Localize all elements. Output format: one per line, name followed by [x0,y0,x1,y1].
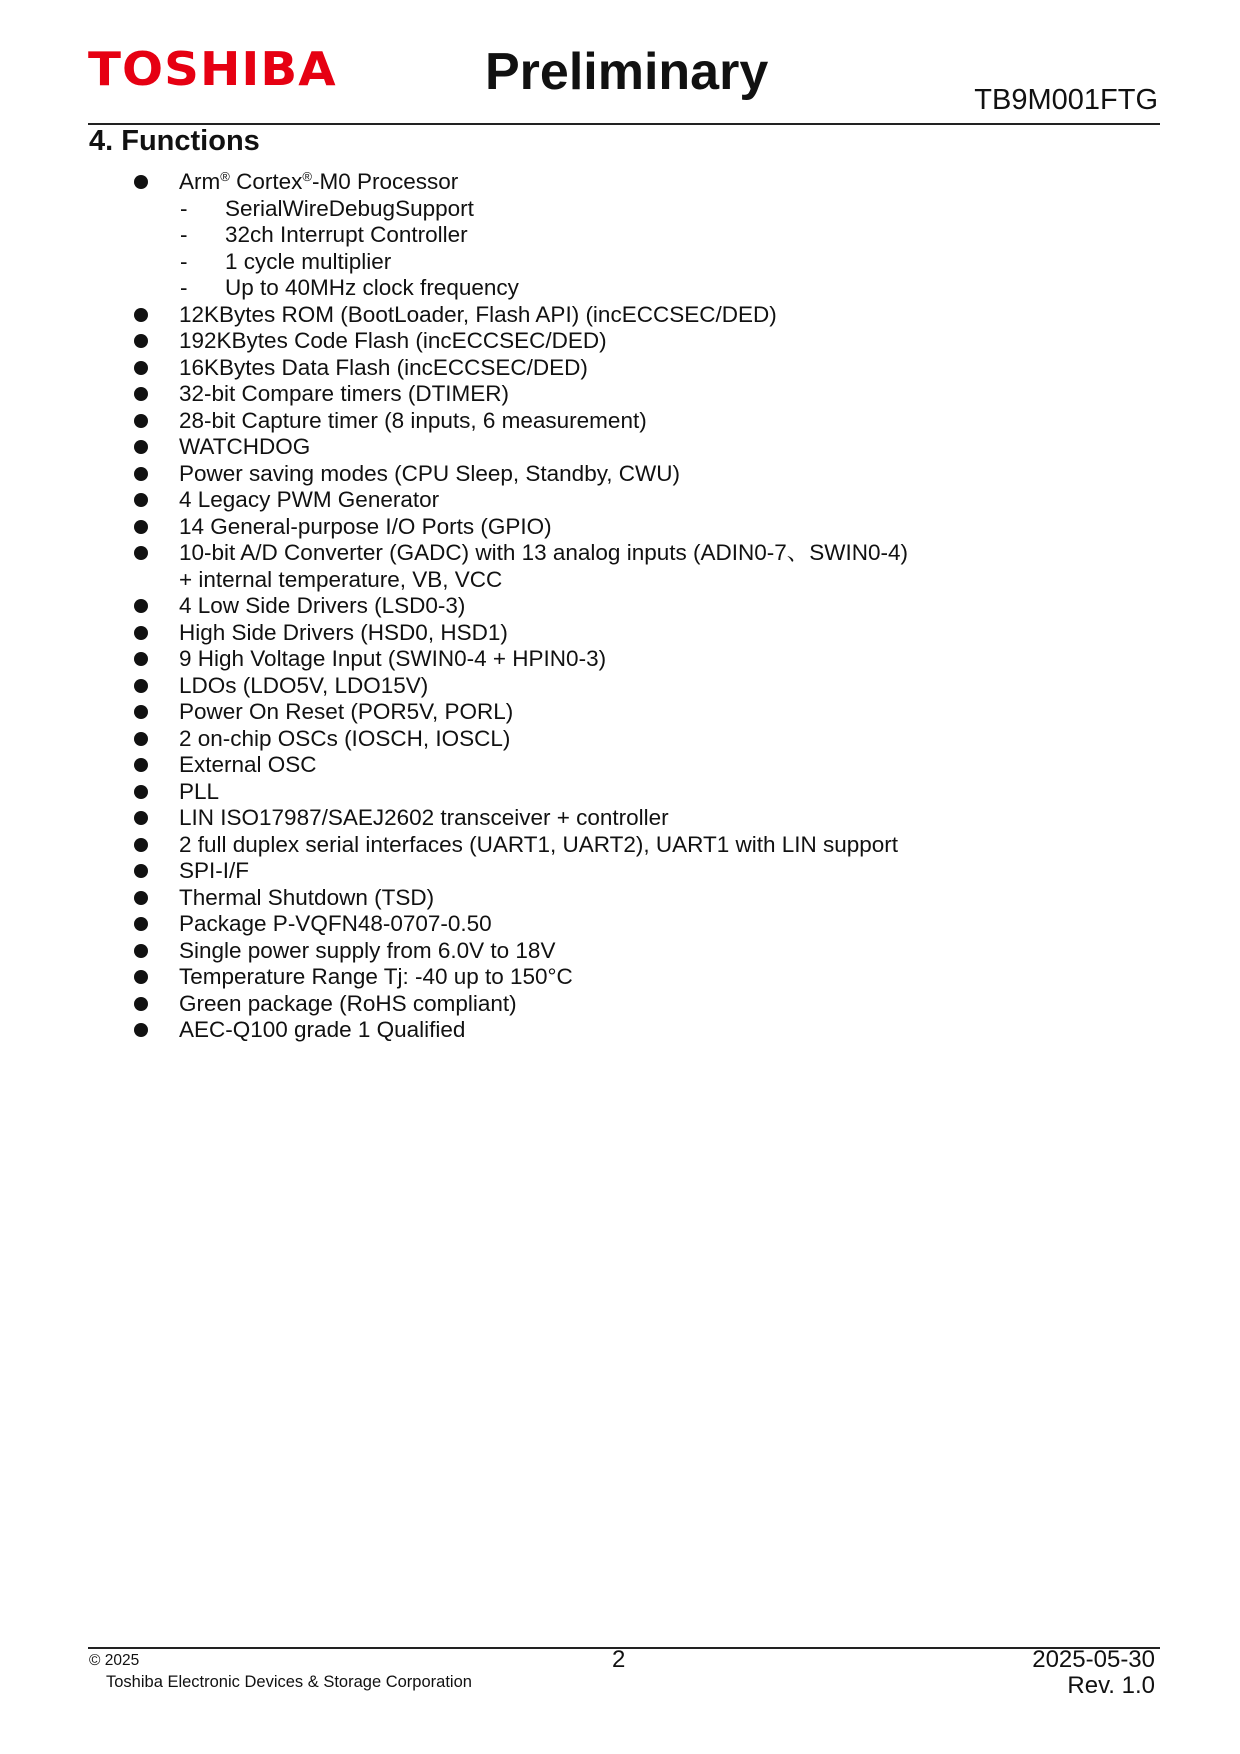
feature-item [0,328,1240,355]
feature-text-continued: + internal temperature, VB, VCC [179,566,503,592]
feature-item [0,646,1240,673]
feature-item [0,381,1240,408]
feature-text: Thermal Shutdown (TSD) [179,884,435,910]
feature-item [0,885,1240,912]
feature-text: Temperature Range Tj: -40 up to 150°C [179,964,573,989]
registered-mark: ® [220,169,230,184]
feature-text: LDOs (LDO5V, LDO15V) [179,672,429,698]
bullet-icon [134,864,148,878]
bullet-icon [134,970,148,984]
dash-marker: - [180,248,188,274]
dash-marker: - [180,195,188,221]
feature-item [0,593,1240,620]
sub-item-text: 32ch Interrupt Controller [225,222,468,247]
sub-item [0,196,1240,223]
bullet-icon [134,891,148,905]
feature-text: 14 General-purpose I/O Ports (GPIO) [179,513,552,539]
feature-item [0,858,1240,885]
feature-text: 2 full duplex serial interfaces (UART1, UART2), UART1 with LIN support [179,831,899,857]
processor-text: -M0 Processor [311,169,459,194]
feature-text: 28-bit Capture timer (8 inputs, 6 measurement) [179,407,647,433]
feature-text [0,169,1240,196]
bullet-icon [134,599,148,613]
revision-number: Rev. 1.0 [1067,1672,1155,1699]
sub-item [0,275,1240,302]
feature-item [0,355,1240,382]
feature-text: AEC-Q100 grade 1 Qualified [179,1017,466,1042]
bullet-icon [134,997,148,1011]
feature-item [0,752,1240,779]
toshiba-logo: TOSHIBA [88,42,337,96]
bullet-icon [134,175,148,189]
feature-text: 16KBytes Data Flash (incECCSEC/DED) [179,354,588,380]
bullet-icon [134,387,148,401]
feature-item [0,540,1240,593]
feature-text: Green package (RoHS compliant) [179,990,517,1016]
feature-text: Package P-VQFN48-0707-0.50 [179,911,492,936]
bullet-icon [134,785,148,799]
processor-sub-list [0,196,1240,302]
feature-item [0,461,1240,488]
bullet-icon [134,732,148,746]
feature-item [0,699,1240,726]
feature-item [0,991,1240,1018]
feature-item [0,964,1240,991]
feature-item [0,1017,1240,1044]
feature-item [0,487,1240,514]
feature-text: 4 Low Side Drivers (LSD0-3) [179,593,466,618]
feature-item [0,938,1240,965]
feature-list [0,169,1240,1044]
sub-item-text: 1 cycle multiplier [225,248,392,274]
feature-item-processor [0,169,1240,302]
bullet-icon [134,467,148,481]
bullet-icon [134,758,148,772]
company-name: Toshiba Electronic Devices & Storage Corporation [106,1673,472,1691]
arm-text: Arm [179,169,221,194]
bullet-icon [134,308,148,322]
feature-item [0,434,1240,461]
bullet-icon [134,652,148,666]
bullet-icon [134,361,148,375]
feature-text: WATCHDOG [179,434,311,459]
sub-item [0,222,1240,249]
bullet-icon [134,705,148,719]
feature-text: 10-bit A/D Converter (GADC) with 13 analog inputs (ADIN0-7、SWIN0-4) [179,540,909,565]
feature-text: Power saving modes (CPU Sleep, Standby, CWU) [179,460,681,486]
registered-mark: ® [302,169,312,184]
bullet-icon [134,679,148,693]
bullet-icon [134,334,148,348]
feature-text: High Side Drivers (HSD0, HSD1) [179,619,508,645]
feature-text: 2 on-chip OSCs (IOSCH, IOSCL) [179,725,511,751]
bullet-icon [134,811,148,825]
bullet-icon [134,944,148,958]
feature-text: LIN ISO17987/SAEJ2602 transceiver + controller [179,805,669,830]
sub-item-text: Up to 40MHz clock frequency [225,275,519,300]
feature-item [0,779,1240,806]
bullet-icon [134,414,148,428]
feature-item [0,832,1240,859]
page-header [88,40,1160,124]
feature-text: 4 Legacy PWM Generator [179,487,440,512]
section-title: 4. Functions [89,125,260,157]
feature-text: Single power supply from 6.0V to 18V [179,937,556,963]
feature-item [0,620,1240,647]
feature-text: External OSC [179,752,317,777]
part-number: TB9M001FTG [974,84,1158,116]
revision-date: 2025-05-30 [1032,1646,1155,1673]
feature-item [0,911,1240,938]
feature-text: 32-bit Compare timers (DTIMER) [179,381,510,406]
bullet-icon [134,520,148,534]
bullet-icon [134,546,148,560]
page-number: 2 [612,1646,626,1673]
feature-text: 192KBytes Code Flash (incECCSEC/DED) [179,328,607,353]
bullet-icon [134,838,148,852]
dash-marker: - [180,275,188,300]
feature-item [0,726,1240,753]
copyright: © 2025 [89,1652,140,1669]
bullet-icon [134,493,148,507]
sub-item [0,249,1240,276]
cortex-text: Cortex [229,169,303,194]
bullet-icon [134,1023,148,1037]
bullet-icon [134,917,148,931]
feature-item [0,805,1240,832]
feature-text: 12KBytes ROM (BootLoader, Flash API) (incECCSEC/DED) [179,301,777,327]
feature-item [0,673,1240,700]
bullet-icon [134,626,148,640]
feature-text: 9 High Voltage Input (SWIN0-4 + HPIN0-3) [179,646,607,671]
document-status: Preliminary [485,43,769,101]
feature-item [0,514,1240,541]
feature-text: SPI-I/F [179,858,250,883]
bullet-icon [134,440,148,454]
feature-text: Power On Reset (POR5V, PORL) [179,699,514,724]
feature-item [0,408,1240,435]
feature-text: PLL [179,778,220,804]
feature-item [0,302,1240,329]
sub-item-text: SerialWireDebugSupport [225,195,474,221]
dash-marker: - [180,222,188,247]
